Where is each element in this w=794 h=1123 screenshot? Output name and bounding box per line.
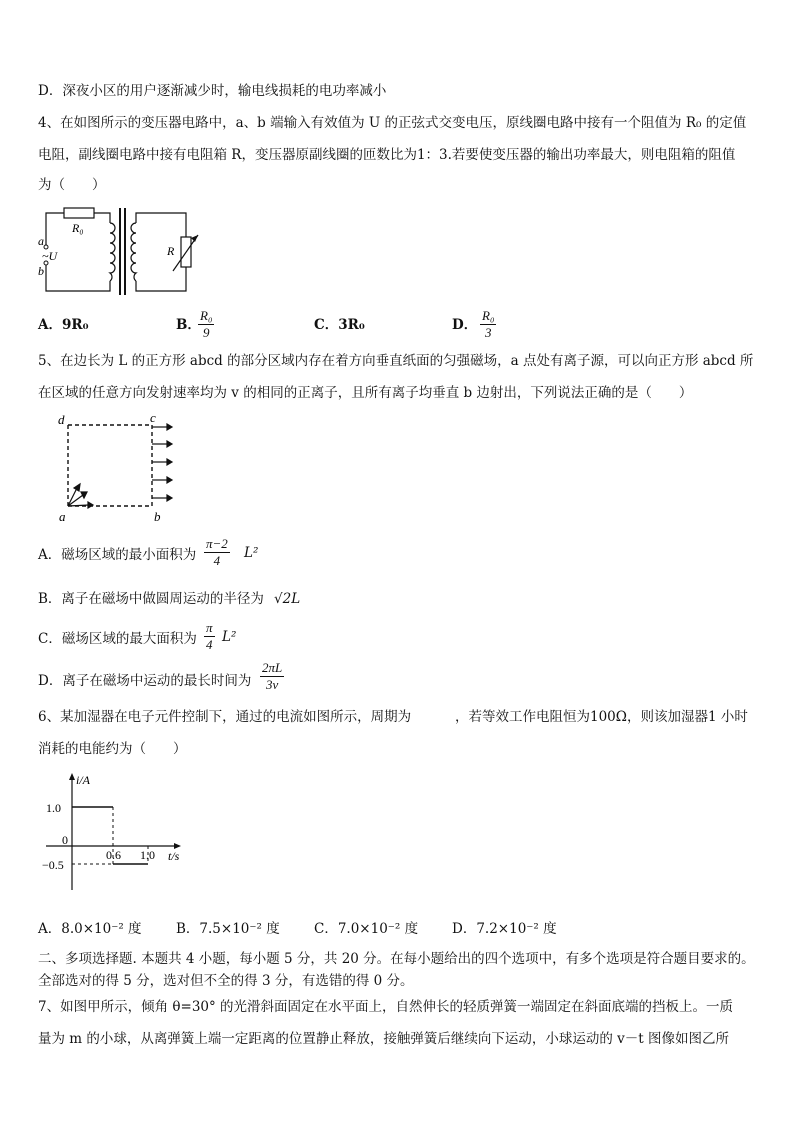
q5-option-b-tail: √2L bbox=[274, 591, 301, 607]
q5-label-c: c bbox=[150, 410, 156, 425]
q5-option-c-tail: L² bbox=[222, 629, 237, 645]
q6-ytick-neg: −0.5 bbox=[42, 858, 64, 872]
q7-stem-line-1: 7、如图甲所示，倾角 θ=30° 的光滑斜面固定在水平面上，自然伸长的轻质弹簧一端固定在斜面底端的挡板上。一质 bbox=[38, 999, 734, 1015]
q5-option-a-text: A．磁场区域的最小面积为 bbox=[38, 547, 197, 563]
q6-xlabel: t/s bbox=[168, 849, 180, 863]
q4-transformer-figure bbox=[38, 205, 223, 297]
q4-option-d-fraction: $\frac{\text{R₀}}{3}$ bbox=[482, 308, 495, 340]
q4-label-a: a bbox=[38, 234, 44, 248]
q7-stem-line-2: 量为 m 的小球，从离弹簧上端一定距离的位置静止释放，接触弹簧后继续向下运动，小球运动的 v－t 图像如图乙所 bbox=[38, 1031, 730, 1047]
q6-ytick-0: 0 bbox=[62, 833, 68, 847]
q6-current-graph bbox=[40, 772, 190, 897]
q6-ylabel: i/A bbox=[76, 773, 90, 787]
q5-label-a: a bbox=[59, 509, 66, 524]
q6-xtick-10: 1.0 bbox=[140, 848, 155, 862]
q5-option-a-tail: L² bbox=[244, 545, 259, 561]
exit-arrows bbox=[152, 424, 172, 501]
q4-label-b: b bbox=[38, 264, 44, 278]
q6-xtick-06: 0.6 bbox=[106, 848, 121, 862]
q6-option-a: A．8.0×10⁻² 度 bbox=[38, 921, 142, 937]
secondary-coil bbox=[131, 223, 136, 281]
q5-option-c-fraction: $\frac{\pi}{4}$ bbox=[206, 620, 213, 652]
q6-option-c: C．7.0×10⁻² 度 bbox=[314, 921, 419, 937]
q6-stem-line-1-start: 6、某加湿器在电子元件控制下，通过的电流如图所示，周期为 bbox=[38, 709, 412, 725]
q4-stem-line-2: 电阻，副线圈电路中接有电阻箱 R，变压器原副线圈的匝数比为1：3.若要使变压器的输出功率最大，则电阻箱的阻值 bbox=[38, 147, 736, 163]
q5-stem-line-2: 在区域的任意方向发射速率均为 v 的相同的正离子，且所有离子均垂直 b 边射出，下列说法正确的是（ ） bbox=[38, 385, 693, 401]
q5-label-b: b bbox=[154, 509, 161, 524]
q4-label-r: R bbox=[167, 244, 175, 258]
r0-resistor bbox=[64, 208, 94, 218]
q4-option-d-label: D． bbox=[452, 317, 478, 333]
section2-heading-line-1: 二、多项选择题. 本题共 4 小题，每小题 5 分，共 20 分。在每小题给出的四个选项中，有多个选项是符合题目要求的。 bbox=[38, 951, 755, 967]
source-arrows bbox=[68, 484, 93, 508]
q4-option-b-label: B． bbox=[176, 317, 201, 333]
section2-heading-line-2: 全部选对的得 5 分，选对但不全的得 3 分，有选错的得 0 分。 bbox=[38, 973, 414, 989]
q5-option-d-text: D．离子在磁场中运动的最长时间为 bbox=[38, 673, 252, 689]
q5-option-d-fraction: $\frac{2\pi L}{3v}$ bbox=[262, 660, 283, 692]
q4-stem-line-3: 为（ ） bbox=[38, 177, 106, 193]
q5-option-c-text: C．磁场区域的最大面积为 bbox=[38, 631, 197, 647]
q5-option-a-fraction: $\frac{\pi-2}{4}$ bbox=[206, 536, 228, 568]
q5-option-b-text: B．离子在磁场中做圆周运动的半径为 bbox=[38, 591, 264, 607]
q4-label-u: ~U bbox=[42, 249, 58, 263]
primary-coil bbox=[110, 223, 115, 281]
q4-option-c: C．3R₀ bbox=[314, 317, 365, 333]
q6-stem-line-1-end: ，若等效工作电阻恒为100Ω，则该加湿器1 小时 bbox=[455, 709, 748, 725]
q6-stem-line-2: 消耗的电能约为（ ） bbox=[38, 741, 187, 757]
q4-stem-line-1: 4、在如图所示的变压器电路中，a、b 端输入有效值为 U 的正弦式交变电压，原线圈电路中接有一个阻值为 R₀ 的定值 bbox=[38, 115, 747, 131]
q3-option-d: D．深夜小区的用户逐渐减少时，输电线损耗的电功率减小 bbox=[38, 83, 387, 99]
q6-ytick-1: 1.0 bbox=[46, 801, 61, 815]
q5-stem-line-1: 5、在边长为 L 的正方形 abcd 的部分区域内存在着方向垂直纸面的匀强磁场，a 点处有离子源，可以向正方形 abcd 所 bbox=[38, 353, 754, 369]
q5-label-d: d bbox=[58, 412, 65, 427]
q6-option-d: D．7.2×10⁻² 度 bbox=[452, 921, 557, 937]
q4-label-r0: R₀ bbox=[72, 221, 84, 235]
q4-option-a: A．9R₀ bbox=[38, 317, 89, 333]
q4-option-b-fraction: $\frac{\text{R₀}}{9}$ bbox=[200, 308, 213, 340]
q5-square-figure bbox=[55, 410, 185, 525]
q6-option-b: B．7.5×10⁻² 度 bbox=[176, 921, 280, 937]
